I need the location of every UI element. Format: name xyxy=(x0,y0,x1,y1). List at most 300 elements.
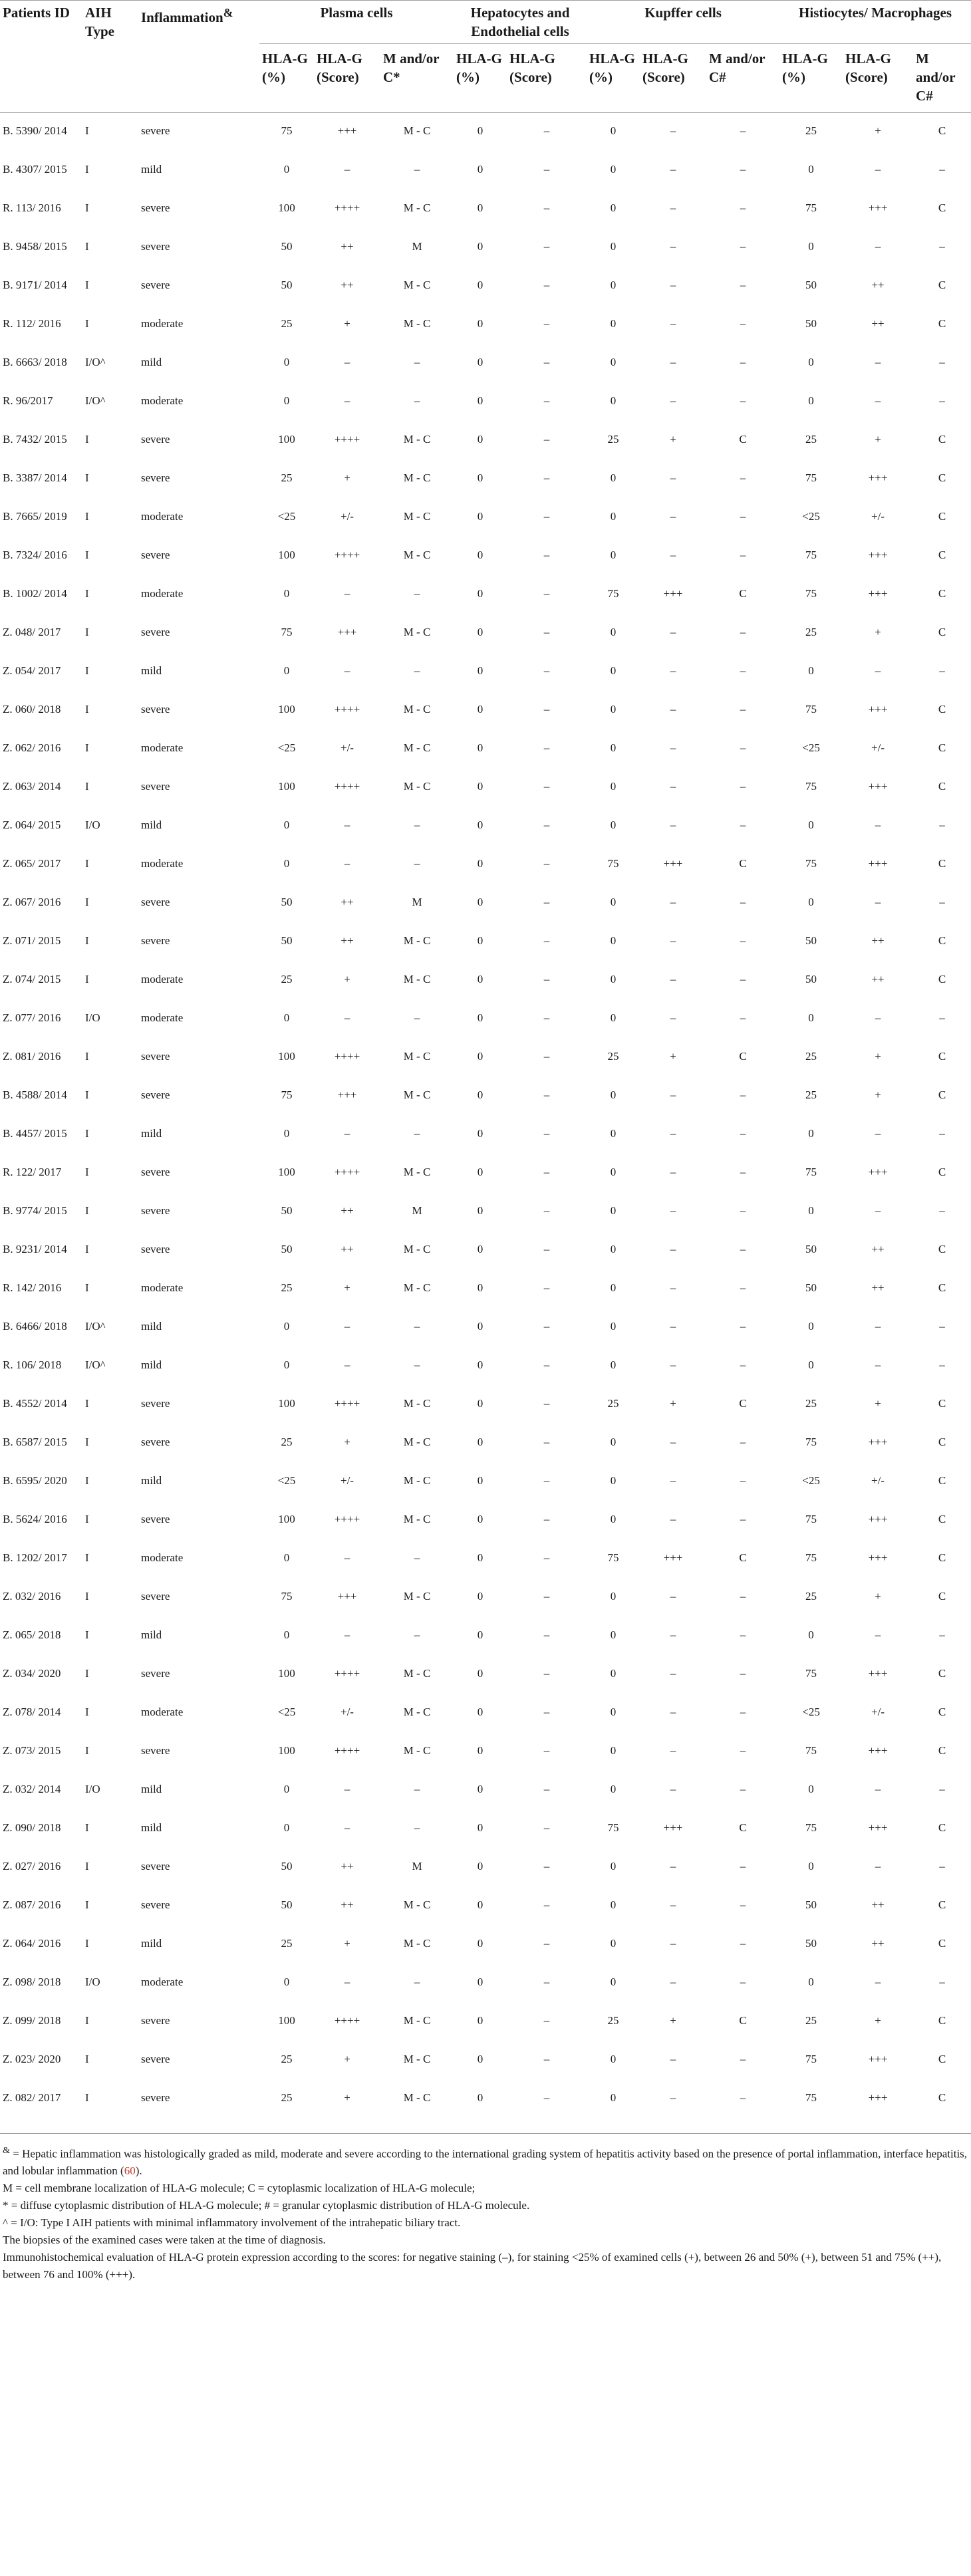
cell-hepato-pct: 0 xyxy=(477,239,484,253)
cell-histio-loc: – xyxy=(939,1011,945,1024)
cell-aih-type: I/O xyxy=(85,818,100,831)
cell-histio-score: – xyxy=(875,895,881,908)
cell-inflammation: mild xyxy=(141,818,162,831)
cell-plasma-loc: M - C xyxy=(403,1936,431,1950)
cell-hepato-pct: 0 xyxy=(477,1165,484,1178)
cell-plasma-score: – xyxy=(344,394,350,407)
cell-aih-type: I xyxy=(85,509,89,523)
footnote-io-type: ^ = I/O: Type I AIH patients with minimal inflammatory involvement of the intrahepatic biliary tract. xyxy=(3,2216,461,2230)
cell-kupffer-loc: C xyxy=(739,432,747,446)
cell-plasma-score: ++ xyxy=(341,895,354,908)
cell-aih-type: I xyxy=(85,625,89,638)
cell-hepato-score: – xyxy=(543,471,550,484)
cell-kupffer-score: – xyxy=(670,664,676,677)
cell-hepato-pct: 0 xyxy=(477,1743,484,1757)
cell-plasma-pct: 75 xyxy=(281,1088,293,1101)
table-row xyxy=(0,1970,971,2008)
cell-plasma-loc: M - C xyxy=(403,1049,431,1063)
cell-hepato-pct: 0 xyxy=(477,856,484,870)
cell-histio-pct: 25 xyxy=(805,625,817,638)
cell-histio-loc: C xyxy=(938,1821,946,1834)
cell-hepato-score: – xyxy=(543,741,550,754)
cell-hepato-pct: 0 xyxy=(477,1628,484,1641)
cell-hepato-pct: 0 xyxy=(477,1898,484,1911)
cell-patient-id: B. 4307/ 2015 xyxy=(3,162,67,176)
cell-hepato-pct: 0 xyxy=(477,201,484,214)
cell-aih-type: I xyxy=(85,1204,89,1217)
cell-histio-score: ++ xyxy=(871,934,885,947)
table-row xyxy=(0,234,971,273)
cell-inflammation: severe xyxy=(141,1666,170,1680)
cell-histio-loc: C xyxy=(938,1551,946,1564)
cell-plasma-pct: 25 xyxy=(281,471,293,484)
table-row xyxy=(0,1777,971,1815)
cell-plasma-score: ++++ xyxy=(334,2013,360,2027)
cell-plasma-pct: 0 xyxy=(283,586,290,600)
cell-histio-score: – xyxy=(875,1319,881,1333)
cell-histio-loc: C xyxy=(938,856,946,870)
cell-plasma-loc: M - C xyxy=(403,972,431,985)
cell-histio-pct: 25 xyxy=(805,1589,817,1603)
cell-kupffer-loc: – xyxy=(740,1705,746,1718)
cell-histio-loc: C xyxy=(938,2013,946,2027)
cell-inflammation: moderate xyxy=(141,1705,184,1718)
cell-histio-loc: – xyxy=(939,1975,945,1988)
cell-inflammation: severe xyxy=(141,239,170,253)
cell-kupffer-score: – xyxy=(670,509,676,523)
sub-hepato-pct: HLA-G (%) xyxy=(456,51,502,85)
cell-hepato-pct: 0 xyxy=(477,1396,484,1410)
cell-histio-loc: – xyxy=(939,664,945,677)
cell-plasma-loc: – xyxy=(414,1011,420,1024)
cell-histio-loc: C xyxy=(938,1705,946,1718)
cell-patient-id: Z. 081/ 2016 xyxy=(3,1049,61,1063)
cell-inflammation: moderate xyxy=(141,1975,184,1988)
cell-kupffer-loc: – xyxy=(740,162,746,176)
cell-kupffer-pct: 0 xyxy=(610,1088,617,1101)
cell-kupffer-loc: – xyxy=(740,1088,746,1101)
sub-histio-pct: HLA-G (%) xyxy=(782,51,828,85)
cell-hepato-score: – xyxy=(543,1474,550,1487)
cell-plasma-pct: 100 xyxy=(278,201,295,214)
cell-histio-score: + xyxy=(875,124,881,137)
cell-histio-loc: C xyxy=(938,1281,946,1294)
col-aih-type: AIH Type xyxy=(85,5,114,39)
cell-plasma-score: – xyxy=(344,1126,350,1140)
cell-plasma-loc: M - C xyxy=(403,471,431,484)
cell-plasma-loc: – xyxy=(414,1358,420,1371)
cell-plasma-pct: 0 xyxy=(283,818,290,831)
table-row xyxy=(0,113,971,157)
cell-histio-score: – xyxy=(875,239,881,253)
cell-kupffer-pct: 0 xyxy=(610,1628,617,1641)
cell-hepato-score: – xyxy=(543,1242,550,1255)
cell-histio-score: + xyxy=(875,1589,881,1603)
cell-patient-id: Z. 090/ 2018 xyxy=(3,1821,61,1834)
cell-plasma-loc: M - C xyxy=(403,1281,431,1294)
cell-histio-score: ++ xyxy=(871,317,885,330)
reference-link[interactable]: 60 xyxy=(124,2164,136,2178)
sub-plasma-loc: M and/or C* xyxy=(383,51,440,85)
cell-aih-type: I/O^ xyxy=(85,1358,106,1371)
cell-plasma-pct: 25 xyxy=(281,1281,293,1294)
cell-inflammation: moderate xyxy=(141,741,184,754)
cell-inflammation: mild xyxy=(141,1319,162,1333)
cell-plasma-loc: M xyxy=(412,239,422,253)
cell-kupffer-loc: – xyxy=(740,1474,746,1487)
cell-hepato-score: – xyxy=(543,1628,550,1641)
cell-histio-loc: C xyxy=(938,1049,946,1063)
cell-inflammation: moderate xyxy=(141,394,184,407)
cell-histio-loc: C xyxy=(938,278,946,291)
table-row xyxy=(0,1314,971,1352)
cell-patient-id: Z. 023/ 2020 xyxy=(3,2052,61,2065)
footnote-biopsies: The biopsies of the examined cases were taken at the time of diagnosis. xyxy=(3,2234,326,2247)
cell-hepato-pct: 0 xyxy=(477,702,484,715)
cell-hepato-score: – xyxy=(543,586,550,600)
cell-hepato-pct: 0 xyxy=(477,278,484,291)
cell-histio-score: ++ xyxy=(871,1242,885,1255)
cell-hepato-score: – xyxy=(543,1396,550,1410)
cell-plasma-pct: 0 xyxy=(283,1319,290,1333)
cell-patient-id: B. 6663/ 2018 xyxy=(3,355,67,368)
cell-patient-id: Z. 065/ 2017 xyxy=(3,856,61,870)
cell-kupffer-pct: 0 xyxy=(610,1975,617,1988)
cell-kupffer-score: – xyxy=(670,278,676,291)
cell-inflammation: mild xyxy=(141,1782,162,1795)
cell-plasma-loc: M - C xyxy=(403,1474,431,1487)
cell-kupffer-pct: 0 xyxy=(610,1859,617,1872)
cell-histio-pct: 75 xyxy=(805,1666,817,1680)
cell-hepato-pct: 0 xyxy=(477,1705,484,1718)
cell-hepato-pct: 0 xyxy=(477,1088,484,1101)
table-row xyxy=(0,1661,971,1700)
cell-kupffer-score: – xyxy=(670,1126,676,1140)
cell-histio-pct: 0 xyxy=(808,1782,814,1795)
cell-hepato-pct: 0 xyxy=(477,2052,484,2065)
cell-plasma-loc: – xyxy=(414,162,420,176)
cell-inflammation: moderate xyxy=(141,1551,184,1564)
cell-histio-loc: – xyxy=(939,818,945,831)
cell-patient-id: R. 96/2017 xyxy=(3,394,53,407)
cell-kupffer-loc: C xyxy=(739,586,747,600)
cell-plasma-pct: 100 xyxy=(278,1512,295,1525)
cell-kupffer-score: – xyxy=(670,201,676,214)
cell-patient-id: Z. 062/ 2016 xyxy=(3,741,61,754)
cell-plasma-score: ++ xyxy=(341,1859,354,1872)
cell-plasma-pct: 100 xyxy=(278,702,295,715)
cell-histio-score: – xyxy=(875,355,881,368)
cell-kupffer-loc: C xyxy=(739,1551,747,1564)
cell-hepato-score: – xyxy=(543,162,550,176)
cell-histio-pct: 50 xyxy=(805,1242,817,1255)
cell-histio-score: +/- xyxy=(871,1705,885,1718)
cell-patient-id: Z. 067/ 2016 xyxy=(3,895,61,908)
footnotes xyxy=(0,2133,971,2284)
cell-inflammation: moderate xyxy=(141,856,184,870)
cell-histio-pct: 25 xyxy=(805,2013,817,2027)
cell-histio-score: ++ xyxy=(871,1281,885,1294)
cell-kupffer-loc: – xyxy=(740,1435,746,1448)
cell-plasma-score: ++++ xyxy=(334,1049,360,1063)
cell-kupffer-loc: – xyxy=(740,1782,746,1795)
cell-kupffer-pct: 0 xyxy=(610,1242,617,1255)
cell-inflammation: severe xyxy=(141,1589,170,1603)
cell-inflammation: severe xyxy=(141,1242,170,1255)
cell-hepato-pct: 0 xyxy=(477,355,484,368)
cell-kupffer-pct: 0 xyxy=(610,1319,617,1333)
cell-plasma-loc: M - C xyxy=(403,2091,431,2104)
cell-kupffer-loc: – xyxy=(740,471,746,484)
cell-histio-loc: C xyxy=(938,1088,946,1101)
cell-histio-score: +++ xyxy=(868,1165,888,1178)
cell-histio-score: + xyxy=(875,432,881,446)
cell-patient-id: B. 9171/ 2014 xyxy=(3,278,67,291)
cell-aih-type: I xyxy=(85,1126,89,1140)
cell-kupffer-loc: – xyxy=(740,239,746,253)
cell-plasma-score: +/- xyxy=(341,1705,354,1718)
cell-kupffer-loc: – xyxy=(740,895,746,908)
cell-histio-score: – xyxy=(875,162,881,176)
cell-kupffer-pct: 0 xyxy=(610,702,617,715)
cell-patient-id: Z. 077/ 2016 xyxy=(3,1011,61,1024)
sub-plasma-score: HLA-G (Score) xyxy=(317,51,362,85)
cell-kupffer-score: – xyxy=(670,1474,676,1487)
cell-hepato-score: – xyxy=(543,317,550,330)
cell-patient-id: Z. 032/ 2016 xyxy=(3,1589,61,1603)
cell-kupffer-pct: 0 xyxy=(610,1435,617,1448)
cell-aih-type: I xyxy=(85,1551,89,1564)
cell-kupffer-loc: – xyxy=(740,201,746,214)
cell-histio-pct: 25 xyxy=(805,1049,817,1063)
cell-plasma-score: ++ xyxy=(341,1204,354,1217)
cell-kupffer-loc: – xyxy=(740,1666,746,1680)
cell-inflammation: moderate xyxy=(141,586,184,600)
cell-aih-type: I xyxy=(85,432,89,446)
cell-hepato-score: – xyxy=(543,1319,550,1333)
cell-histio-score: – xyxy=(875,1126,881,1140)
cell-aih-type: I xyxy=(85,1165,89,1178)
cell-plasma-score: ++ xyxy=(341,239,354,253)
cell-histio-pct: 0 xyxy=(808,162,814,176)
cell-inflammation: mild xyxy=(141,1936,162,1950)
cell-kupffer-score: + xyxy=(670,1049,676,1063)
cell-patient-id: B. 1202/ 2017 xyxy=(3,1551,67,1564)
cell-plasma-pct: 0 xyxy=(283,1358,290,1371)
cell-kupffer-score: – xyxy=(670,1743,676,1757)
cell-plasma-loc: M xyxy=(412,1204,422,1217)
cell-aih-type: I xyxy=(85,2052,89,2065)
cell-histio-pct: 75 xyxy=(805,548,817,561)
cell-kupffer-pct: 0 xyxy=(610,1165,617,1178)
cell-kupffer-score: – xyxy=(670,1358,676,1371)
cell-plasma-loc: – xyxy=(414,355,420,368)
cell-inflammation: severe xyxy=(141,201,170,214)
cell-histio-score: +++ xyxy=(868,1743,888,1757)
cell-histio-loc: – xyxy=(939,1126,945,1140)
table-row xyxy=(0,504,971,543)
cell-kupffer-score: – xyxy=(670,741,676,754)
cell-kupffer-score: – xyxy=(670,124,676,137)
cell-plasma-score: + xyxy=(344,1281,350,1294)
cell-kupffer-score: – xyxy=(670,1204,676,1217)
cell-hepato-score: – xyxy=(543,1204,550,1217)
cell-plasma-loc: M - C xyxy=(403,2013,431,2027)
cell-plasma-loc: M - C xyxy=(403,779,431,793)
table-row xyxy=(0,1391,971,1430)
cell-patient-id: Z. 034/ 2020 xyxy=(3,1666,61,1680)
cell-kupffer-loc: C xyxy=(739,856,747,870)
cell-plasma-score: – xyxy=(344,586,350,600)
cell-plasma-loc: M - C xyxy=(403,317,431,330)
cell-histio-pct: 75 xyxy=(805,1743,817,1757)
cell-kupffer-score: + xyxy=(670,432,676,446)
cell-histio-score: +++ xyxy=(868,586,888,600)
cell-histio-pct: 75 xyxy=(805,2091,817,2104)
cell-plasma-pct: <25 xyxy=(277,1474,296,1487)
table-row xyxy=(0,465,971,504)
cell-aih-type: I xyxy=(85,856,89,870)
cell-inflammation: mild xyxy=(141,1474,162,1487)
table-row xyxy=(0,1275,971,1314)
cell-aih-type: I/O xyxy=(85,1975,100,1988)
cell-hepato-pct: 0 xyxy=(477,1975,484,1988)
cell-kupffer-score: – xyxy=(670,471,676,484)
cell-hepato-score: – xyxy=(543,1782,550,1795)
cell-plasma-pct: 0 xyxy=(283,1628,290,1641)
cell-aih-type: I xyxy=(85,702,89,715)
group-hepatocytes: Hepatocytes and Endothelial cells xyxy=(454,1,587,44)
cell-plasma-loc: M - C xyxy=(403,548,431,561)
cell-patient-id: Z. 048/ 2017 xyxy=(3,625,61,638)
cell-histio-pct: 75 xyxy=(805,471,817,484)
cell-plasma-loc: M - C xyxy=(403,1512,431,1525)
cell-kupffer-score: – xyxy=(670,1242,676,1255)
cell-aih-type: I xyxy=(85,239,89,253)
cell-hepato-score: – xyxy=(543,394,550,407)
cell-kupffer-loc: – xyxy=(740,509,746,523)
cell-patient-id: Z. 098/ 2018 xyxy=(3,1975,61,1988)
cell-hepato-pct: 0 xyxy=(477,1512,484,1525)
cell-aih-type: I xyxy=(85,1589,89,1603)
cell-kupffer-score: – xyxy=(670,1435,676,1448)
cell-patient-id: B. 9231/ 2014 xyxy=(3,1242,67,1255)
cell-kupffer-loc: – xyxy=(740,1975,746,1988)
cell-inflammation: moderate xyxy=(141,972,184,985)
cell-kupffer-pct: 75 xyxy=(607,856,619,870)
cell-histio-score: – xyxy=(875,1859,881,1872)
cell-aih-type: I xyxy=(85,934,89,947)
cell-patient-id: B. 6466/ 2018 xyxy=(3,1319,67,1333)
cell-histio-pct: 50 xyxy=(805,1936,817,1950)
cell-histio-pct: 75 xyxy=(805,586,817,600)
cell-histio-score: + xyxy=(875,1049,881,1063)
cell-histio-score: ++ xyxy=(871,1898,885,1911)
cell-plasma-loc: – xyxy=(414,1782,420,1795)
sub-plasma-pct: HLA-G (%) xyxy=(262,51,308,85)
group-plasma-cells: Plasma cells xyxy=(259,1,454,44)
cell-kupffer-pct: 0 xyxy=(610,394,617,407)
table-row xyxy=(0,388,971,427)
cell-histio-pct: <25 xyxy=(802,741,820,754)
cell-kupffer-score: – xyxy=(670,934,676,947)
cell-plasma-score: ++++ xyxy=(334,1396,360,1410)
cell-kupffer-pct: 0 xyxy=(610,162,617,176)
cell-plasma-score: ++++ xyxy=(334,1512,360,1525)
cell-histio-pct: 75 xyxy=(805,779,817,793)
cell-inflammation: mild xyxy=(141,162,162,176)
table-row xyxy=(0,581,971,620)
cell-kupffer-loc: – xyxy=(740,1512,746,1525)
col-patients-id: Patients ID xyxy=(3,5,70,21)
cell-histio-loc: C xyxy=(938,2052,946,2065)
cell-kupffer-pct: 0 xyxy=(610,664,617,677)
cell-histio-loc: – xyxy=(939,162,945,176)
cell-patient-id: Z. 087/ 2016 xyxy=(3,1898,61,1911)
cell-histio-score: – xyxy=(875,1358,881,1371)
cell-inflammation: severe xyxy=(141,779,170,793)
cell-histio-score: – xyxy=(875,394,881,407)
cell-kupffer-loc: C xyxy=(739,1821,747,1834)
cell-patient-id: B. 3387/ 2014 xyxy=(3,471,67,484)
cell-patient-id: Z. 099/ 2018 xyxy=(3,2013,61,2027)
cell-plasma-score: – xyxy=(344,1821,350,1834)
table-row xyxy=(0,350,971,388)
cell-hepato-score: – xyxy=(543,1126,550,1140)
cell-plasma-loc: – xyxy=(414,394,420,407)
table-row xyxy=(0,2047,971,2085)
cell-kupffer-pct: 0 xyxy=(610,1126,617,1140)
cell-plasma-score: ++++ xyxy=(334,548,360,561)
cell-patient-id: Z. 032/ 2014 xyxy=(3,1782,61,1795)
cell-histio-loc: – xyxy=(939,239,945,253)
cell-histio-loc: C xyxy=(938,972,946,985)
cell-inflammation: severe xyxy=(141,432,170,446)
cell-kupffer-pct: 0 xyxy=(610,1358,617,1371)
cell-kupffer-score: – xyxy=(670,355,676,368)
cell-histio-pct: 50 xyxy=(805,278,817,291)
cell-plasma-loc: M - C xyxy=(403,1396,431,1410)
cell-hepato-pct: 0 xyxy=(477,1319,484,1333)
table-row xyxy=(0,774,971,813)
cell-plasma-score: ++ xyxy=(341,1898,354,1911)
cell-kupffer-pct: 0 xyxy=(610,317,617,330)
cell-histio-score: + xyxy=(875,2013,881,2027)
cell-hepato-pct: 0 xyxy=(477,1551,484,1564)
cell-inflammation: moderate xyxy=(141,317,184,330)
cell-hepato-score: – xyxy=(543,548,550,561)
table-row xyxy=(0,1584,971,1622)
cell-kupffer-score: + xyxy=(670,2013,676,2027)
cell-hepato-score: – xyxy=(543,702,550,715)
cell-histio-loc: C xyxy=(938,1396,946,1410)
table-row xyxy=(0,1237,971,1275)
cell-histio-loc: C xyxy=(938,741,946,754)
cell-plasma-pct: 0 xyxy=(283,1975,290,1988)
cell-patient-id: Z. 027/ 2016 xyxy=(3,1859,61,1872)
cell-hepato-score: – xyxy=(543,856,550,870)
cell-patient-id: Z. 063/ 2014 xyxy=(3,779,61,793)
cell-histio-score: + xyxy=(875,1396,881,1410)
cell-plasma-score: +++ xyxy=(337,124,357,137)
cell-patient-id: R. 122/ 2017 xyxy=(3,1165,62,1178)
cell-histio-pct: 0 xyxy=(808,1319,814,1333)
cell-plasma-pct: 50 xyxy=(281,1859,293,1872)
cell-plasma-pct: 50 xyxy=(281,1242,293,1255)
cell-histio-pct: 25 xyxy=(805,432,817,446)
cell-plasma-score: +++ xyxy=(337,625,357,638)
cell-plasma-pct: 100 xyxy=(278,779,295,793)
